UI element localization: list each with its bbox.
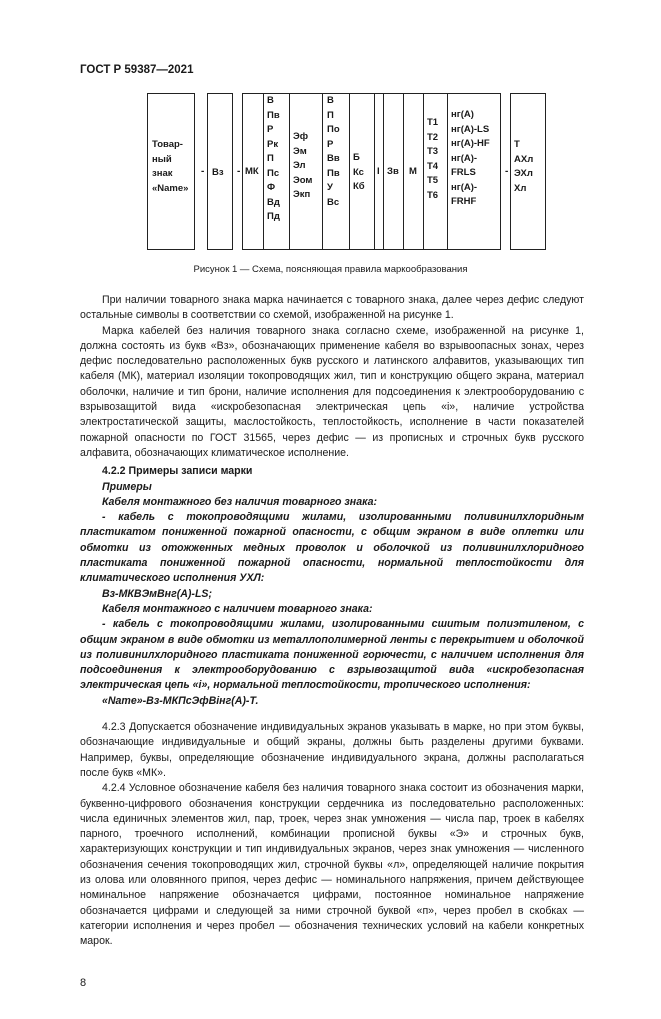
example-text: Кабеля монтажного без наличия товарного знака: (102, 495, 378, 508)
trademark-box (147, 93, 195, 250)
code: Экп (293, 189, 311, 200)
dash: - (237, 166, 241, 177)
code: Пс (267, 167, 280, 179)
page-flow (80, 293, 584, 1019)
code: Т2 (427, 131, 439, 143)
figure-1-scheme (0, 0, 661, 280)
trademark-line: ный (152, 153, 172, 165)
code: По (327, 124, 340, 135)
code: Т (514, 139, 520, 150)
divider (349, 93, 350, 250)
fire-list (451, 108, 490, 210)
example-code: Вз-МКВЭмВнг(А)-LS; (102, 587, 213, 600)
code: Т1 (427, 117, 439, 128)
dash: - (201, 166, 205, 177)
code: ЭХл (514, 168, 533, 179)
code: Пв (327, 167, 340, 179)
paragraph: 4.2.4 Условное обозначение кабеля без наличия товарного знака состоит из обозначения марки, буквенно-цифрового обозначения конструкции сердечника из последовательно расположенных: числа единичных элементов жил, пар, троек, через знак умножения — числа пар, троек в кабелях парного, троечного исполнений, комбинации прописной буквы «Э» и строчных букв, характеризующих конструкции и тип индивидуальных экранов, через знак умножения — численного обозначения сечения токопроводящих жил, строчной буквы «л», определяющей наличие покрытия из олова или оловянного припоя, через дефис — номинального напряжения, причем действующее номинальное напряжение обозначается цифрами, постоянное номинальное напряжение обозначается цифрами и следующей за ними строчной буквой «п», через пробел в скобках — категории исполнения и через пробел — обозначения технических условий на кабели конкретных марок. (80, 782, 584, 948)
code: П (327, 109, 334, 121)
code: У (327, 182, 333, 193)
divider (403, 93, 404, 250)
code: АХл (514, 153, 534, 165)
code: нг(А)-LS (451, 123, 490, 135)
divider (423, 93, 424, 250)
code: В (267, 95, 274, 106)
code: П (267, 153, 274, 164)
code: Эф (293, 131, 309, 142)
zv-label: Зв (387, 166, 399, 177)
code: нг(А)- (451, 152, 478, 164)
example-label: Примеры (102, 480, 152, 493)
code: Пд (267, 211, 280, 222)
armor-list (353, 151, 365, 195)
figure-caption: Рисунок 1 — Схема, поясняющая правила маркообразования (193, 264, 468, 275)
i-label: I (377, 166, 380, 177)
trademark-line: «Name» (152, 182, 189, 194)
code: Кб (353, 181, 365, 192)
page-number: 8 (80, 977, 87, 990)
code: Р (327, 138, 334, 150)
divider (263, 93, 264, 250)
code: Вв (327, 153, 340, 164)
code: нг(А)- (451, 181, 478, 193)
example-text: Кабеля монтажного с наличием товарного знака: (102, 602, 373, 615)
vz-label: Вз (212, 167, 224, 178)
code: нг(А)-HF (451, 138, 490, 149)
insulation-list (267, 94, 280, 225)
code: Эм (293, 145, 307, 157)
mk-label: МК (245, 166, 259, 177)
code: Эом (293, 174, 313, 186)
code: Р (267, 124, 274, 135)
example-text: - кабель с токопроводящими жилами, изолированными поливинилхлоридным пластикатом пониженной пожарной опасности, с общим экраном в виде оплетки или обмотки из отожженных медных проволок и оболочкой из поливинилхлоридного пластиката пониженной пожарной опасности, нормальной теплостойкости для климатического исполнения УХЛ: (80, 511, 584, 585)
climate-box (510, 93, 546, 250)
paragraph: При наличии товарного знака марка начинается с товарного знака, далее через дефис следуют остальные символы в соответствии со схемой, изображенной на рисунке 1. (80, 294, 584, 322)
paragraph: Марка кабелей без наличия товарного знака согласно схеме, изображенной на рисунке 1, должна состоять из букв «Вз», обозначающих применение кабеля во взрывоопасных зонах, через дефис последовательно расположенных букв русского и латинского алфавитов, указывающих тип кабеля (МК), материал изоляции токопроводящих жил, тип и конструкцию общего экрана, материал оболочки, наличие и тип брони, наличие исполнения для подсоединения к электрооборудованию с взрывозащитой вида «искробезопасная электрическая цепь «i», наличие устройства электростатической защиты, маслостойкость, теплостойкость, исполнение в части показателей пожарной опасности по ГОСТ 31565, через дефис — из прописных и строчных букв русского алфавита, обозначающих климатическое исполнение. (80, 324, 584, 459)
code: Эл (293, 160, 306, 171)
code: Т6 (427, 189, 439, 201)
m-label: М (409, 166, 417, 177)
divider (374, 93, 375, 250)
code: Хл (514, 182, 527, 194)
trademark-line: Товар- (152, 139, 183, 150)
vz-box (207, 93, 233, 250)
code: Кс (353, 166, 364, 178)
divider (289, 93, 290, 250)
code: Вд (267, 196, 280, 208)
code: Рк (267, 138, 279, 150)
example-text: - кабель с токопроводящими жилами, изолированными сшитым полиэтиленом, с общим экраном в виде обмотки из металлополимерной ленты с перекрытием и оболочкой из поливинилхлоридного пластиката пониженной горючести, с наличием исполнения для подсоединения к электрооборудованию с взрывозащитой вида «искробезопасная электрическая цепь «i», нормальной теплостойкости, тропического исполнения: (80, 618, 584, 692)
code: FRHF (451, 196, 477, 207)
section-heading: 4.2.2 Примеры записи марки (102, 465, 253, 478)
code: Т3 (427, 146, 439, 157)
code: Пв (267, 109, 280, 121)
body-text (80, 293, 584, 949)
code: В (327, 95, 334, 106)
divider (322, 93, 323, 250)
code: Вс (327, 196, 340, 208)
sheath-list (327, 94, 340, 210)
code: Т5 (427, 175, 439, 186)
paragraph: 4.2.3 Допускается обозначение индивидуальных экранов указывать в марке, но при этом буквы, обозначающие индивидуальные и общий экраны, должны быть разделены другими буквами. Например, буквы, определяющие обозначение индивидуального экрана, должны располагаться после букв «МК». (80, 721, 584, 779)
dash: - (505, 166, 509, 177)
divider (383, 93, 384, 250)
screen-list (293, 130, 312, 203)
divider (447, 93, 448, 250)
code: Т4 (427, 160, 439, 172)
code: FRLS (451, 167, 476, 178)
document-header: ГОСТ Р 59387—2021 (80, 64, 194, 76)
code: Ф (267, 182, 276, 193)
example-code: «Name»-Вз-МКПсЭфВiнг(А)-Т. (102, 694, 259, 707)
temp-list (427, 116, 438, 203)
code: нг(А) (451, 109, 474, 120)
trademark-line: знак (152, 168, 173, 179)
code: Б (353, 152, 360, 163)
